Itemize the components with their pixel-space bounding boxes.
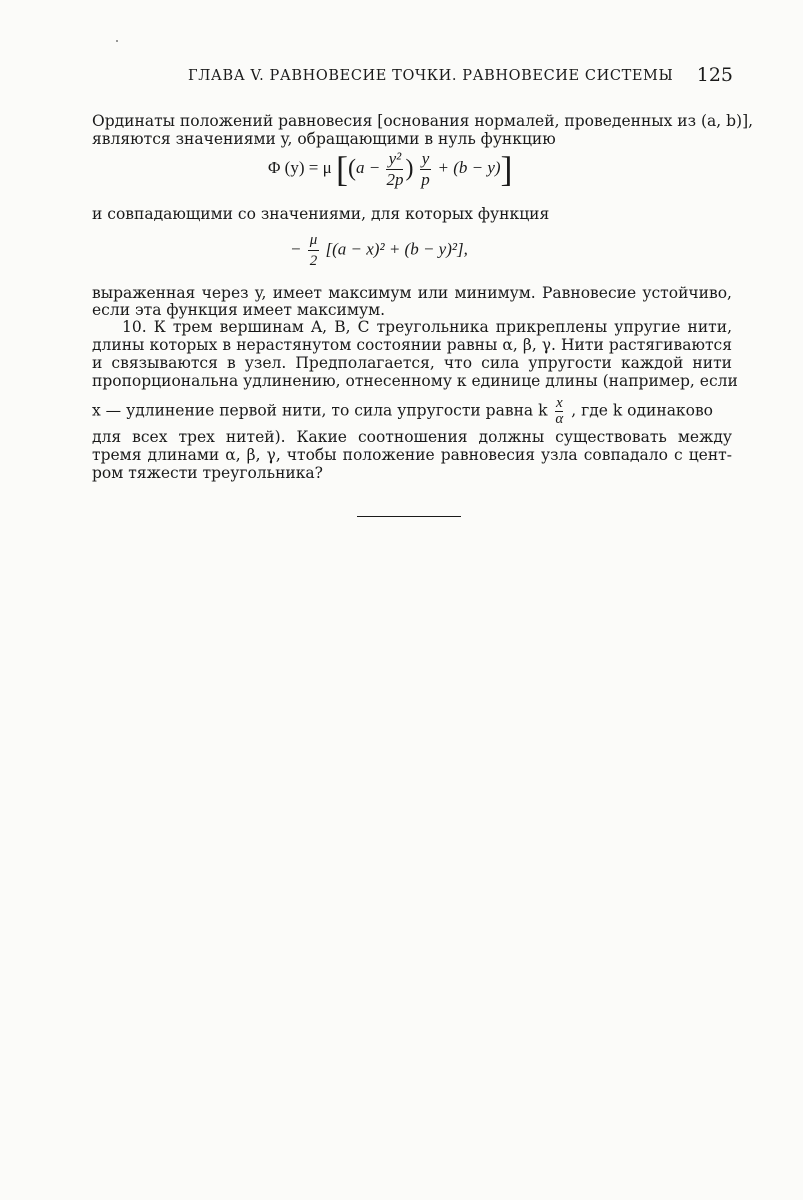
right-paren: ) [405,155,414,182]
speck [116,40,118,42]
problem10-line3: и связываются в узел. Предполагается, что сила упругости каждой нити [92,354,732,372]
section-end-rule [357,516,461,517]
para3-line1: выраженная через y, имеет максимум или минимум. Равновесие устойчиво, [92,284,732,302]
para2-line1: и совпадающими со значениями, для которых функция [92,205,550,223]
problem10-line7: тремя длинами α, β, γ, чтобы положение равновесия узла совпадало с цент- [92,446,732,464]
running-header [188,64,733,86]
line5-start: x — удлинение первой нити, то сила упругости равна k [92,401,548,420]
fraction-numerator: y [421,148,430,168]
fraction-numerator: x [556,395,563,411]
fraction-y-over-p [420,149,432,190]
problem10-line2: длины которых в нерастянутом состоянии равны α, β, γ. Нити растягиваются [92,336,732,354]
problem10-line5 [92,396,732,427]
fraction-x-over-alpha [555,396,563,427]
line5-end: , где k одинаково [571,401,714,420]
fraction-numerator: y² [386,149,403,170]
formula-minus: − [290,239,302,259]
fraction-denominator: p [421,169,430,189]
para1-line1: Ординаты положений равновесия [основания нормалей, проведенных из (a, b)], [92,112,754,130]
fraction-y2-over-2p [386,149,403,190]
para1-line2: являются значениями y, обращающими в нуль функцию [92,130,556,148]
running-head-title: ГЛАВА V. РАВНОВЕСИЕ ТОЧКИ. РАВНОВЕСИЕ СИСТЕМЫ [188,68,674,84]
formula-potential [290,230,468,271]
page-number: 125 [696,64,733,86]
problem10-line6: для всех трех нитей). Какие соотношения должны существовать между [92,428,732,446]
right-bracket: ] [500,149,513,189]
problem10-line4: пропорциональна удлинению, отнесенному к единице длины (например, если [92,372,738,390]
left-bracket: [ [335,149,348,189]
fraction-denominator: α [555,411,564,427]
fraction-mu-over-2 [308,230,320,271]
formula-a-minus: a − [355,157,381,177]
formula-body: [(a − x)² + (b − y)²], [325,239,468,259]
fraction-denominator: 2 [309,253,318,269]
para3-line2: если эта функция имеет максимум. [92,301,386,319]
left-paren: ( [347,155,356,182]
problem10-line8: ром тяжести треугольника? [92,464,323,482]
fraction-denominator: 2p [386,169,404,189]
problem10-line1: 10. К трем вершинам A, B, C треугольника прикреплены упругие нити, [122,318,732,336]
formula-phi [268,148,513,190]
fraction-numerator: μ [308,230,320,251]
formula-phi-lhs: Φ (y) = μ [268,157,332,177]
formula-tail: + (b − y) [437,157,501,177]
